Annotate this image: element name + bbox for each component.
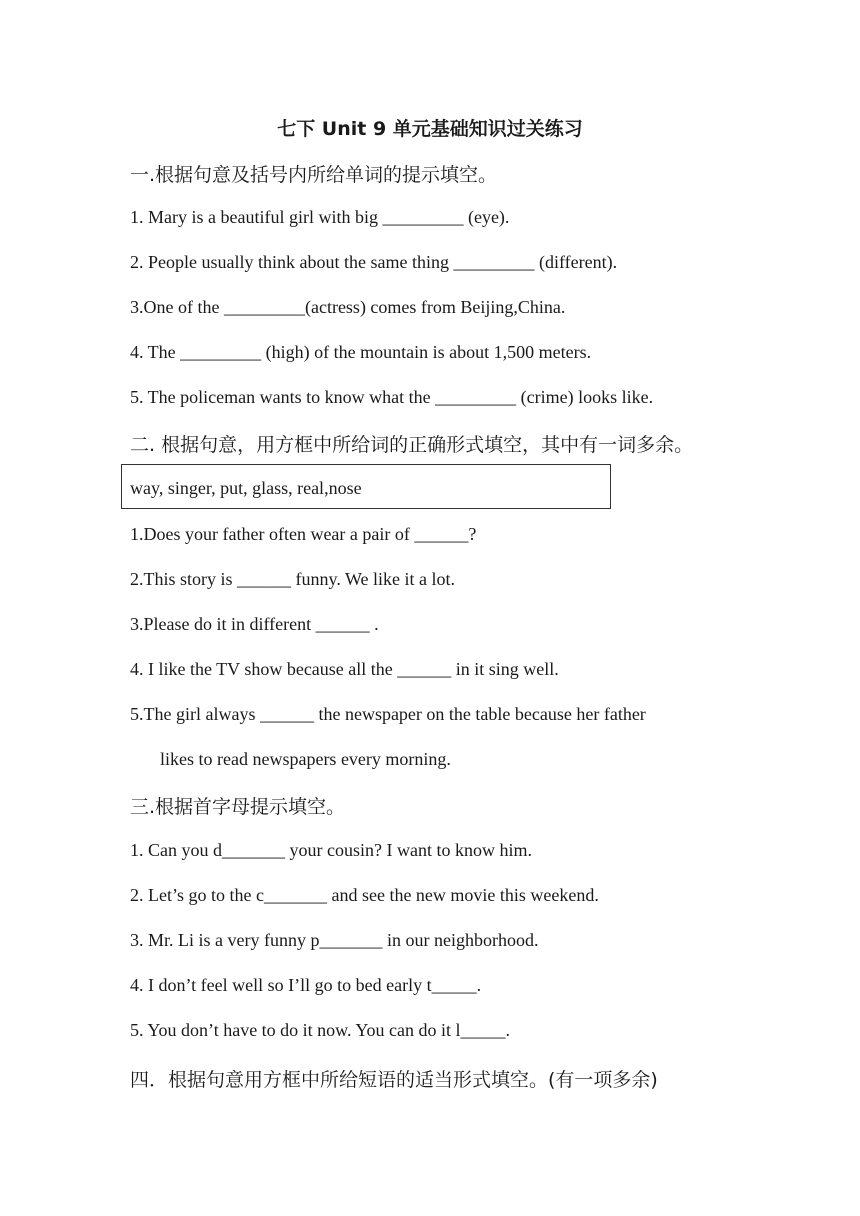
section2-item-1: 1.Does your father often wear a pair of ______? — [130, 524, 477, 544]
word-box — [121, 464, 611, 509]
section3-item-3: 3. Mr. Li is a very funny p_______ in our neighborhood. — [130, 930, 539, 950]
section3-item-1: 1. Can you d_______ your cousin? I want to know him. — [130, 840, 532, 860]
section1-item-4: 4. The _________ (high) of the mountain is about 1,500 meters. — [130, 342, 592, 362]
word-box-text: way, singer, put, glass, real,nose — [130, 478, 362, 498]
section3-heading: 三.根据首字母提示填空。 — [130, 796, 346, 818]
section2-item-3: 3.Please do it in different ______ . — [130, 614, 379, 634]
section2-heading: 二. 根据句意，用方框中所给词的正确形式填空，其中有一词多余。 — [130, 434, 694, 456]
section3-item-2: 2. Let’s go to the c_______ and see the new movie this weekend. — [130, 885, 599, 905]
page-title: 七下 Unit 9 单元基础知识过关练习 — [277, 118, 583, 140]
section3-item-5: 5. You don’t have to do it now. You can do it l_____. — [130, 1020, 511, 1040]
section2-item-2: 2.This story is ______ funny. We like it a lot. — [130, 569, 456, 589]
section3-item-4: 4. I don’t feel well so I’ll go to bed early t_____. — [130, 975, 482, 995]
section4-heading: 四．根据句意用方框中所给短语的适当形式填空。(有一项多余) — [130, 1069, 658, 1091]
section1-item-1: 1. Mary is a beautiful girl with big _________ (eye). — [130, 207, 510, 227]
section2-item-5: 5.The girl always ______ the newspaper on the table because her father — [130, 704, 646, 724]
section2-item-4: 4. I like the TV show because all the ______ in it sing well. — [130, 659, 559, 679]
section1-item-3: 3.One of the _________(actress) comes from Beijing,China. — [130, 297, 566, 317]
section1-heading: 一.根据句意及括号内所给单词的提示填空。 — [130, 164, 498, 186]
section1-item-5: 5. The policeman wants to know what the _________ (crime) looks like. — [130, 387, 654, 407]
section1-item-2: 2. People usually think about the same thing _________ (different). — [130, 252, 618, 272]
section2-item-5-continued: likes to read newspapers every morning. — [160, 749, 451, 769]
